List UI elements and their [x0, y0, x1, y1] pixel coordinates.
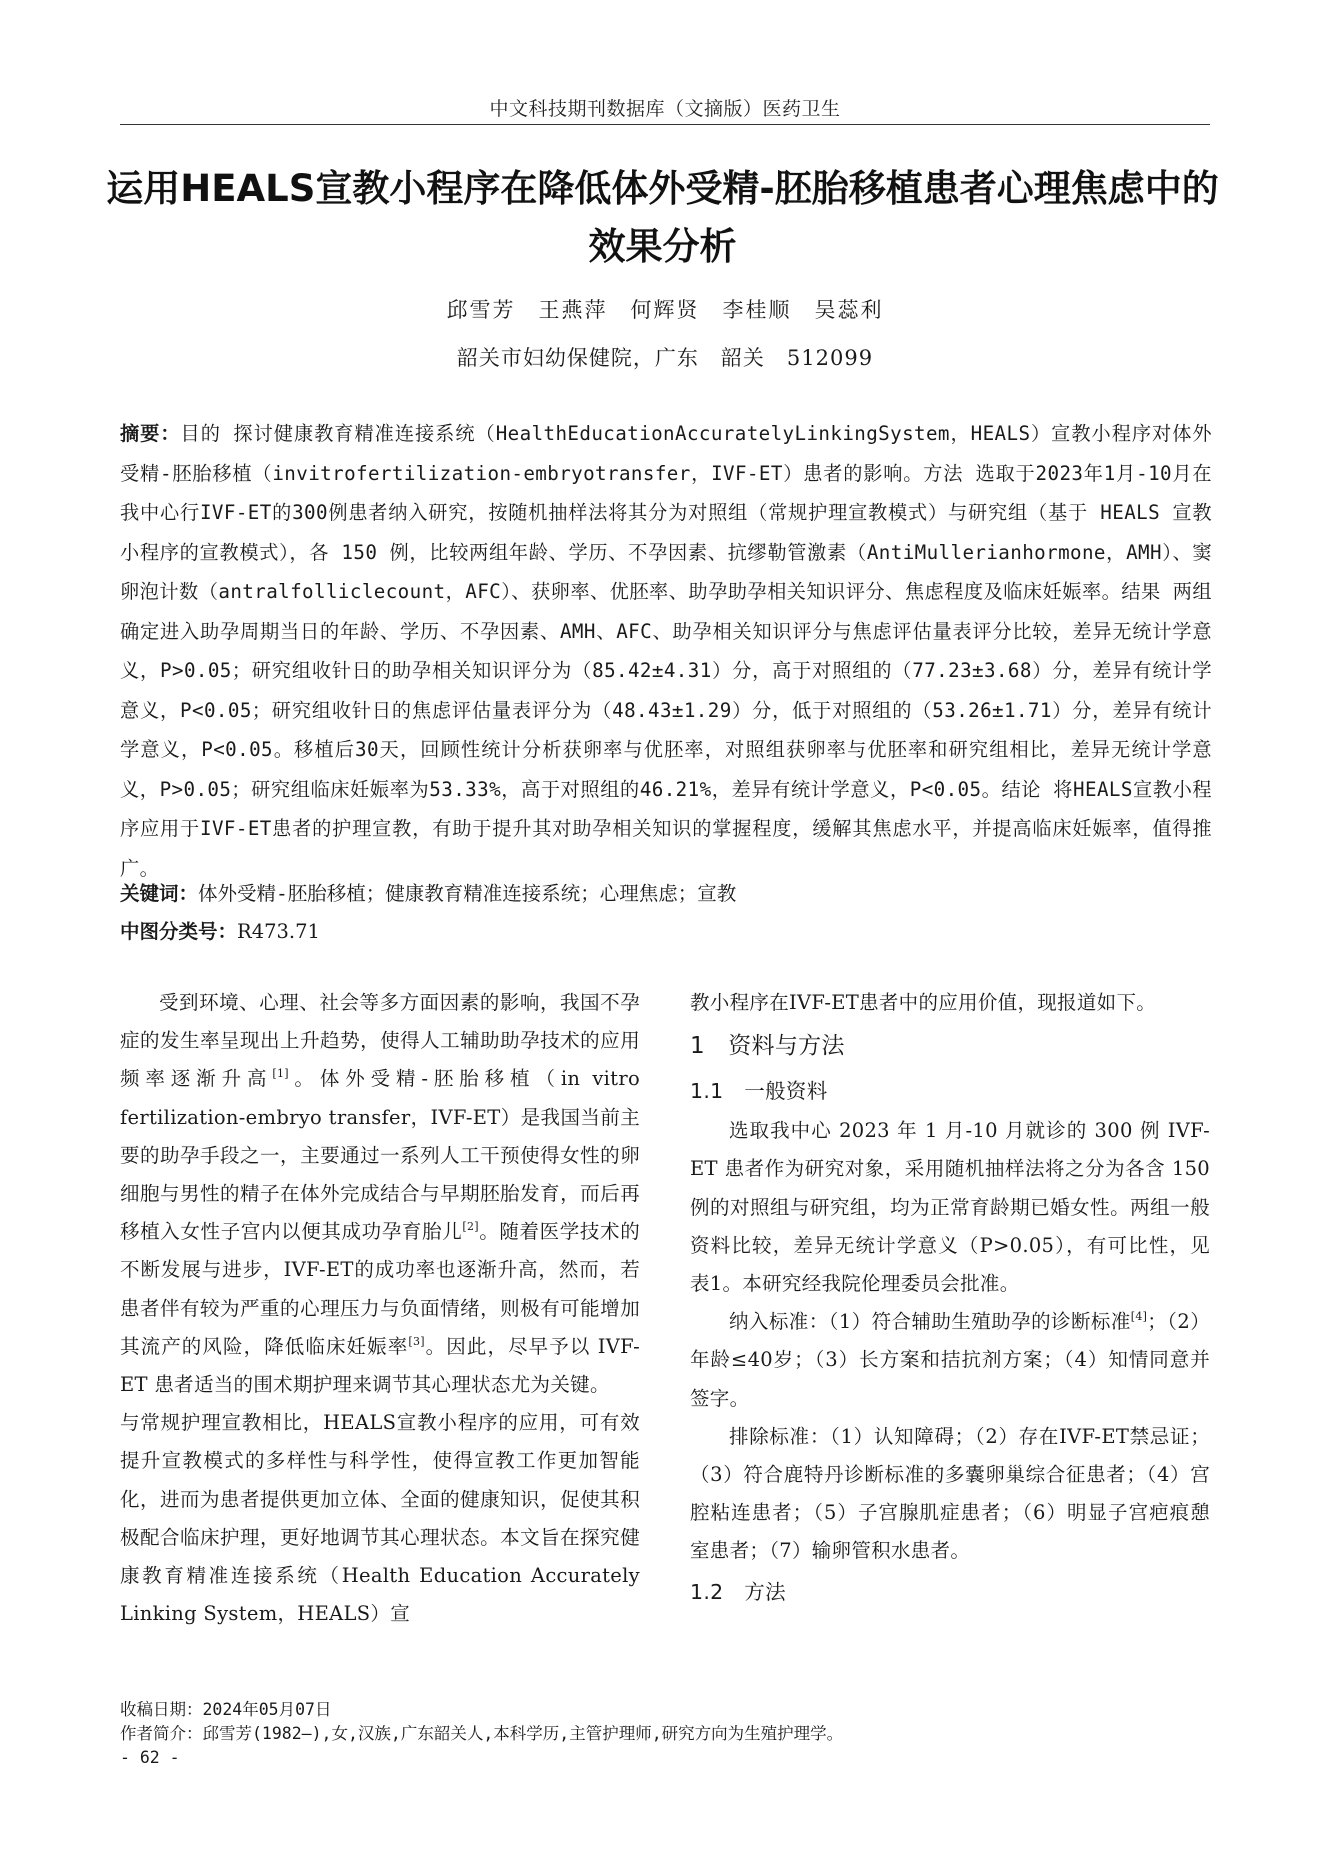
inclusion-text-a: 纳入标准：（1）符合辅助生殖助孕的诊断标准 [729, 1310, 1131, 1334]
citation-3[interactable]: [3] [408, 1334, 425, 1348]
paper-title: 运用HEALS宣教小程序在降低体外受精-胚胎移植患者心理焦虑中的效果分析 [106, 167, 1219, 268]
author-list: 邱雪芳 王燕萍 何辉贤 李桂顺 吴蕊利 [446, 298, 884, 322]
inclusion-criteria [690, 1303, 1210, 1418]
subsection-heading-1-2: 1.2 方法 [690, 1579, 786, 1604]
citation-4[interactable]: [4] [1130, 1310, 1148, 1324]
affiliation: 韶关市妇幼保健院，广东 韶关 512099 [456, 346, 874, 370]
abstract-label: 摘要： [120, 422, 181, 445]
abstract [120, 414, 1212, 888]
subsection-heading-1-1: 1.1 一般资料 [690, 1079, 828, 1104]
abstract-text: 目的 探讨健康教育精准连接系统（HealthEducationAccuratelyLinkingSystem，HEALS）宣教小程序对体外受精-胚胎移植（invitrofertilization-embryotransfer，IVF-ET）患者的影响。方法 选取于2023年1月-10月在我中心行IVF-ET的300例患者纳入研究，按随机抽样法将其分为对照组（常规护理宣教模式）与研究组（基于 HEALS 宣教小程序的宣教模式），各 150 例，比较两组年龄、学历、不孕因素、抗缪勒管激素（AntiMullerianhormone，AMH）、窦卵泡计数（antralfolliclecount，AFC）、获卵率、优胚率、助孕助孕相关知识评分、焦虑程度及临床妊娠率。结果 两组确定进入助孕周期当日的年龄、学历、不孕因素、AMH、AFC、助孕相关知识评分与焦虑评估量表评分比较，差异无统计学意义，P>0.05；研究组收针日的助孕相关知识评分为（85.42±4.31）分，高于对照组的（77.23±3.68）分，差异有统计学意义，P<0.05；研究组收针日的焦虑评估量表评分为（48.43±1.29）分，低于对照组的（53.26±1.71）分，差异有统计学意义，P<0.05。移植后30天，回顾性统计分析获卵率与优胚率，对照组获卵率与优胚率和研究组相比，差异无统计学意义，P>0.05；研究组临床妊娠率为53.33%，高于对照组的46.21%，差异有统计学意义，P<0.05。结论 将HEALS宣教小程序应用于IVF-ET患者的护理宣教，有助于提升其对助孕相关知识的掌握程度，缓解其焦虑水平，并提高临床妊娠率，值得推广。 [120, 422, 1212, 880]
page-number: - 62 - [120, 1748, 180, 1767]
received-date: 收稿日期：2024年05月07日 [120, 1700, 332, 1719]
keywords-text: 体外受精-胚胎移植；健康教育精准连接系统；心理焦虑；宣教 [198, 882, 737, 905]
section-heading-1: 1 资料与方法 [690, 1033, 845, 1060]
intro-text-a: 受到环境、心理、社会等多方面因素的影响，我国不孕症的发生率呈现出上升趋势，使得人工辅助助孕技术的应用频率逐渐升高 [120, 991, 640, 1091]
intro-paragraph-1 [120, 984, 640, 1404]
general-data-paragraph: 选取我中心 2023 年 1 月-10 月就诊的 300 例 IVF-ET 患者作为研究对象，采用随机抽样法将之分为各含 150 例的对照组与研究组，均为正常育龄期已婚女性。两组一般资料比较，差异无统计学意义（P>0.05），有可比性，见表1。本研究经我院伦理委员会批准。 [690, 1119, 1210, 1296]
body-column-left [120, 984, 640, 1633]
intro-paragraph-2: 与常规护理宣教相比，HEALS宣教小程序的应用，可有效提升宣教模式的多样性与科学性，使得宣教工作更加智能化，进而为患者提供更加立体、全面的健康知识，促使其积极配合临床护理，更好地调节其心理状态。本文旨在探究健康教育精准连接系统（Health Education Accurately Linking System，HEALS）宣 [120, 1411, 640, 1626]
body-column-right [690, 984, 1210, 1613]
intro-continuation: 教小程序在IVF-ET患者中的应用价值，现报道如下。 [690, 991, 1157, 1014]
citation-1[interactable]: [1] [272, 1067, 289, 1081]
clc-label: 中图分类号： [120, 920, 238, 943]
citation-2[interactable]: [2] [462, 1220, 479, 1234]
exclusion-criteria: 排除标准：（1）认知障碍；（2）存在IVF-ET禁忌证；（3）符合鹿特丹诊断标准的多囊卵巢综合征患者；（4）宫腔粘连患者；（5）子宫腺肌症患者；（6）明显子宫疤痕憩室患者；（7）输卵管积水患者。 [690, 1424, 1210, 1563]
classification-number [120, 916, 320, 944]
inclusion-text-b: ；（2）年龄≤40岁；（3）长方案和拮抗剂方案；（4）知情同意并签字。 [690, 1310, 1210, 1410]
keywords-label: 关键词： [120, 882, 199, 905]
journal-header: 中文科技期刊数据库（文摘版）医药卫生 [489, 98, 841, 120]
intro-text-d: 。因此，尽早予以 IVF-ET 患者适当的围术期护理来调节其心理状态尤为关键。 [120, 1334, 640, 1397]
intro-text-b: 。体外受精-胚胎移植（in vitro fertilization-embryo transfer，IVF-ET）是我国当前主要的助孕手段之一，主要通过一系列人工干预使得女性的卵细胞与男性的精子在体外完成结合与早期胚胎发育，而后再移植入女性子宫内以便其成功孕育胎儿 [120, 1067, 640, 1244]
author-bio: 作者简介：邱雪芳(1982—),女,汉族,广东韶关人,本科学历,主管护理师,研究方向为生殖护理学。 [120, 1724, 844, 1743]
clc-text: R473.71 [237, 920, 320, 943]
header-rule [120, 124, 1210, 125]
keywords [120, 878, 736, 906]
intro-text-c: 。随着医学技术的不断发展与进步，IVF-ET的成功率也逐渐升高，然而，若患者伴有较为严重的心理压力与负面情绪，则极有可能增加其流产的风险，降低临床妊娠率 [120, 1220, 640, 1358]
